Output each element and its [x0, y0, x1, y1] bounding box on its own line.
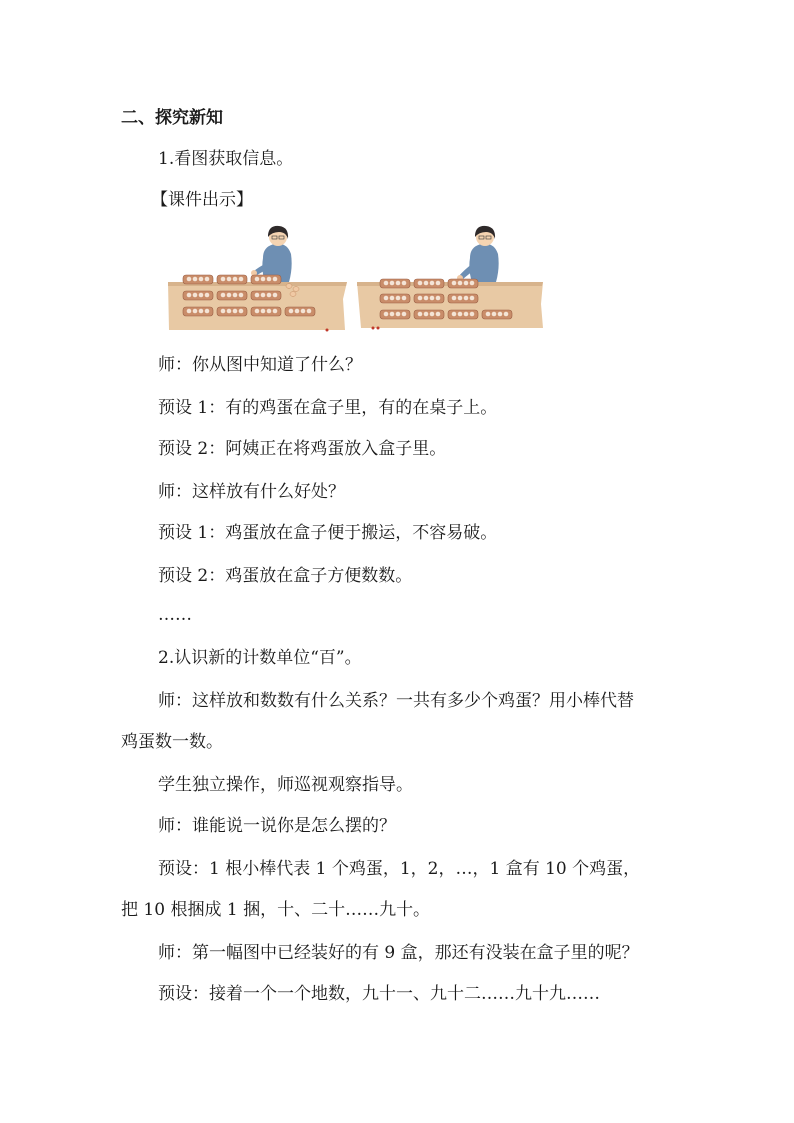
courseware-label: 【课件出示】	[151, 190, 253, 210]
text-line: 师：谁能说一说你是怎么摆的？	[158, 816, 396, 836]
right-panel	[357, 226, 543, 330]
text-line-continuation: 把 10 根捆成 1 捆，十、二十……九十。	[121, 900, 431, 920]
text-line: 预设 1：鸡蛋放在盒子便于搬运，不容易破。	[158, 523, 498, 543]
ellipsis-line: ……	[158, 605, 192, 625]
step-2-title: 2.认识新的计数单位“百”。	[158, 648, 362, 668]
text-line: 预设 1：有的鸡蛋在盒子里，有的在桌子上。	[158, 398, 498, 418]
text-line: 师：第一幅图中已经装好的有 9 盒，那还有没装在盒子里的呢？	[158, 943, 639, 963]
woman-figure	[251, 226, 292, 282]
text-line-continuation: 鸡蛋数一数。	[121, 732, 223, 752]
text-line: 学生独立操作，师巡视观察指导。	[158, 775, 413, 795]
section-title: 二、探究新知	[121, 108, 223, 128]
text-line: 师：你从图中知道了什么？	[158, 355, 362, 375]
text-line: 预设：1 根小棒代表 1 个鸡蛋，1，2，…，1 盒有 10 个鸡蛋，	[158, 859, 641, 879]
text-line: 预设 2：阿姨正在将鸡蛋放入盒子里。	[158, 439, 447, 459]
left-panel	[168, 226, 347, 332]
text-line: 预设 2：鸡蛋放在盒子方便数数。	[158, 566, 413, 586]
text-line: 师：这样放有什么好处？	[158, 482, 345, 502]
woman-figure-right	[457, 226, 499, 282]
step-1-title: 1.看图获取信息。	[158, 149, 294, 169]
text-line: 预设：接着一个一个地数，九十一、九十二……九十九……	[158, 984, 600, 1004]
woman-packing-eggs-illustration	[165, 224, 545, 334]
text-line: 师：这样放和数数有什么关系？一共有多少个鸡蛋？用小棒代替	[158, 691, 634, 711]
